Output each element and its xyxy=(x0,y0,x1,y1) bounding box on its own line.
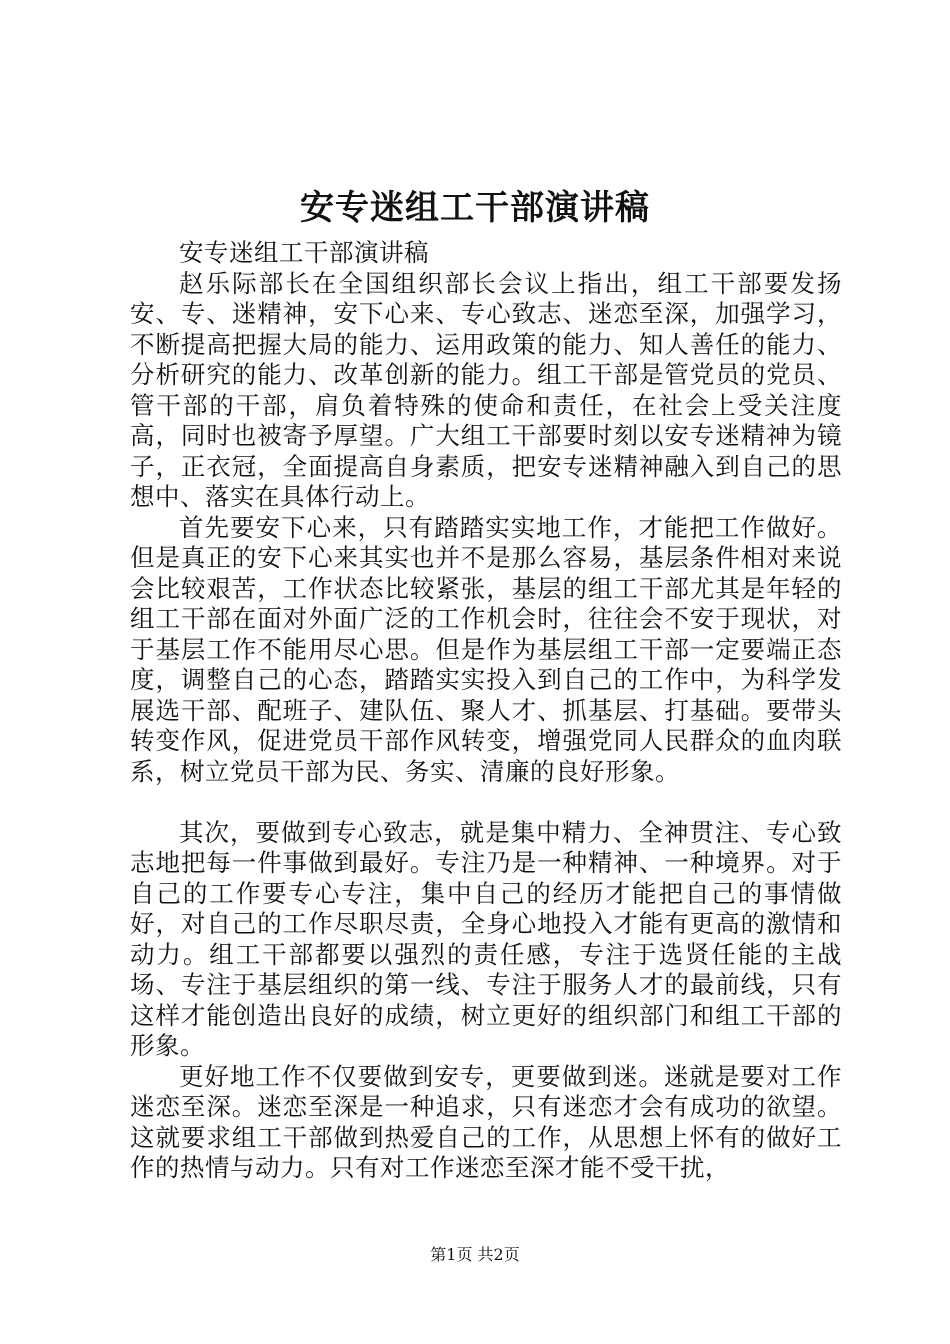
document-title: 安专迷组工干部演讲稿 xyxy=(300,188,650,228)
paragraph-subtitle: 安专迷组工干部演讲稿 xyxy=(179,238,429,267)
paragraph-third: 更好地工作不仅要做到安专，更要做到迷。迷就是要对工作迷恋至深。迷恋至深是一种追求，只有迷恋才会有成功的欲望。这就要求组工干部做到热爱自己的工作，从思想上怀有的做好工作的热情与动力。只有对工作迷恋至深才能不受干扰， xyxy=(130,1061,842,1182)
paragraph-second: 其次，要做到专心致志，就是集中精力、全神贯注、专心致志地把每一件事做到最好。专注乃是一种精神、一种境界。对于自己的工作要专心专注，集中自己的经历才能把自己的事情做好，对自己的工作尽职尽责，全身心地投入才能有更高的激情和动力。组工干部都要以强烈的责任感，专注于选贤任能的主战场、专注于基层组织的第一线、专注于服务人才的最前线，只有这样才能创造出良好的成绩，树立更好的组织部门和组工干部的形象。 xyxy=(130,817,842,1060)
paragraph-spacer xyxy=(130,787,842,818)
document-body xyxy=(130,238,842,1184)
paragraph-first: 首先要安下心来，只有踏踏实实地工作，才能把工作做好。但是真正的安下心来其实也并不是那么容易，基层条件相对来说会比较艰苦，工作状态比较紧张，基层的组工干部尤其是年轻的组工干部在面对外面广泛的工作机会时，往往会不安于现状，对于基层工作不能用尽心思。但是作为基层组工干部一定要端正态度，调整自己的心态，踏踏实实投入到自己的工作中，为科学发展选干部、配班子、建队伍、聚人才、抓基层、打基础。要带头转变作风，促进党员干部作风转变，增强党同人民群众的血肉联系，树立党员干部为民、务实、清廉的良好形象。 xyxy=(130,512,842,786)
paragraph-intro: 赵乐际部长在全国组织部长会议上指出，组工干部要发扬安、专、迷精神，安下心来、专心致志、迷恋至深，加强学习，不断提高把握大局的能力、运用政策的能力、知人善任的能力、分析研究的能力、改革创新的能力。组工干部是管党员的党员、管干部的干部，肩负着特殊的使命和责任，在社会上受关注度高，同时也被寄予厚望。广大组工干部要时刻以安专迷精神为镜子，正衣冠，全面提高自身素质，把安专迷精神融入到自己的思想中、落实在具体行动上。 xyxy=(130,268,842,511)
page-footer: 第1页 共2页 xyxy=(430,1245,520,1264)
